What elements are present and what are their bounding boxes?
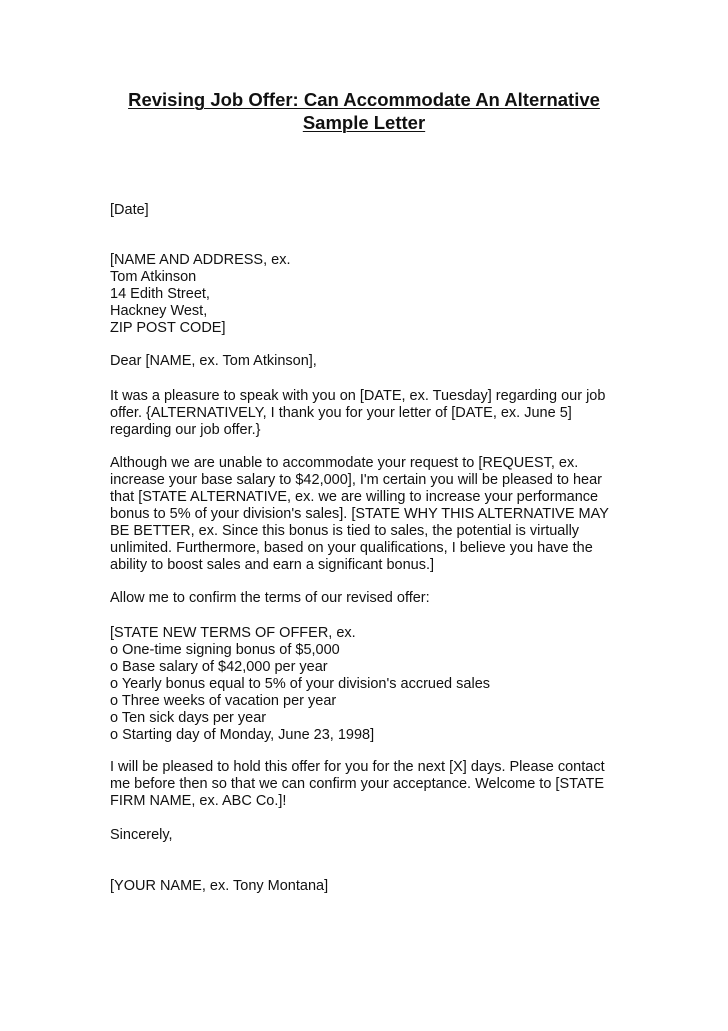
address-line: Hackney West, [110,303,208,319]
paragraph-intro [110,388,630,439]
paragraph-line: me before then so that we can confirm your acceptance. Welcome to [STATE [110,776,605,792]
terms-item: o Ten sick days per year [110,710,267,726]
document-title-line-1: Revising Job Offer: Can Accommodate An Alternative [128,89,600,110]
paragraph-hold-offer [110,759,630,810]
paragraph-line: ability to boost sales and earn a significant bonus.] [110,557,435,573]
paragraph-line: FIRM NAME, ex. ABC Co.]! [110,793,287,809]
paragraph-line: increase your base salary to $42,000], I'm certain you will be pleased to hear [110,472,603,488]
paragraph-confirm-terms: Allow me to confirm the terms of our revised offer: [110,590,430,606]
recipient-address [110,252,630,337]
terms-item: o Three weeks of vacation per year [110,693,337,709]
paragraph-line: regarding our job offer.} [110,422,261,438]
terms-heading: [STATE NEW TERMS OF OFFER, ex. [110,625,356,641]
terms-item: o Base salary of $42,000 per year [110,659,328,675]
address-line: 14 Edith Street, [110,286,210,302]
address-line: [NAME AND ADDRESS, ex. [110,252,291,268]
terms-list [110,625,630,744]
salutation: Dear [NAME, ex. Tom Atkinson], [110,353,317,369]
terms-item: o One-time signing bonus of $5,000 [110,642,340,658]
date-placeholder: [Date] [110,202,149,218]
paragraph-alternative [110,455,630,574]
paragraph-line: that [STATE ALTERNATIVE, ex. we are willing to increase your performance [110,489,599,505]
paragraph-line: It was a pleasure to speak with you on [DATE, ex. Tuesday] regarding our job [110,388,606,404]
address-line: Tom Atkinson [110,269,197,285]
terms-item: o Yearly bonus equal to 5% of your division's accrued sales [110,676,491,692]
address-line: ZIP POST CODE] [110,320,226,336]
paragraph-line: bonus to 5% of your division's sales]. [STATE WHY THIS ALTERNATIVE MAY [110,506,609,522]
signature-placeholder: [YOUR NAME, ex. Tony Montana] [110,878,329,894]
terms-item: o Starting day of Monday, June 23, 1998] [110,727,375,743]
document-title-line-2: Sample Letter [302,112,426,133]
paragraph-line: I will be pleased to hold this offer for you for the next [X] days. Please contact [110,759,605,775]
paragraph-line: unlimited. Furthermore, based on your qualifications, I believe you have the [110,540,593,556]
paragraph-line: Although we are unable to accommodate your request to [REQUEST, ex. [110,455,579,471]
paragraph-line: offer. {ALTERNATIVELY, I thank you for your letter of [DATE, ex. June 5] [110,405,572,421]
paragraph-line: BE BETTER, ex. Since this bonus is tied to sales, the potential is virtually [110,523,580,539]
closing: Sincerely, [110,827,173,843]
